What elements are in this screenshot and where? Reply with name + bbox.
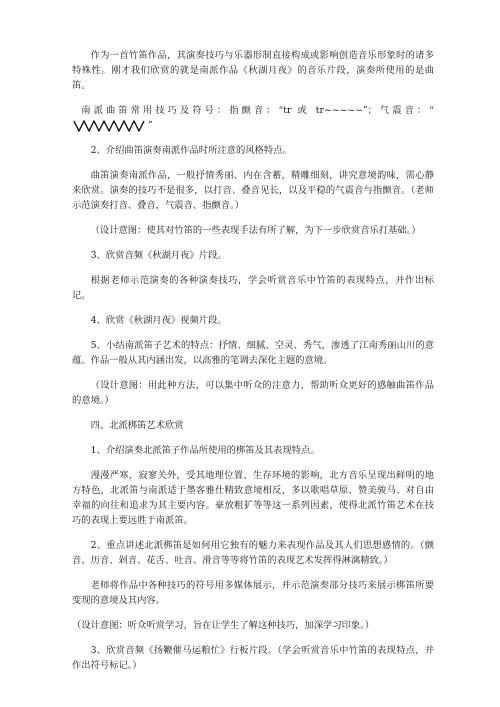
technique-symbols-line <box>72 103 434 133</box>
north-item-1: 1、介绍演奏北派笛子作品所使用的梆笛及其表现特点。 <box>90 445 320 456</box>
south-style-paragraph: 曲笛演奏南派作品，一般抒情秀丽、内在含蓄，精雕细刻，讲究意境韵味，需心静来欣赏。演奏的技巧不是很多，以打音、叠音见长，以及平稳的气震音与指颤音。（老师示范演奏打音、叠音，气震音、指颤音。） <box>72 170 434 211</box>
section-item-2: 2、介绍曲笛演奏南派作品时所注意的风格特点。 <box>90 145 292 156</box>
vibrato-wave-icon <box>72 119 148 133</box>
section-item-4: 4、欣赏《秋湖月夜》视频片段。 <box>90 315 227 326</box>
listening-instruction: 根据老师示范演奏的各种演奏技巧，学会听赏音乐中竹笛的表现特点，并作出标记。 <box>72 275 434 301</box>
design-intent-3: （设计意图：听众听赏学习，旨在让学生了解这种技巧，加深学习印象。） <box>72 620 375 631</box>
section-item-3: 3、欣赏音频《秋湖月夜》片段。 <box>90 250 227 261</box>
design-intent-2: （设计意图：用此种方法，可以集中听众的注意力，帮助听众更好的感触曲笛作品的意境。） <box>72 380 434 406</box>
north-item-2: 2、重点讲述北派梆笛是如何用它独有的魅力来表现作品及其人们思想感情的。（颤音、历音、剁音、花舌、吐音、滑音等等将竹笛的表现艺术发挥得淋漓精致。） <box>72 540 434 566</box>
trill-tilde: ~~~~~ <box>323 105 363 116</box>
intro-paragraph: 作为一首竹笛作品，其演奏技巧与乐器形制直接构成或影响创造音乐形象时的诸多特殊性。刚才我们欣赏的就是南派作品《秋湖月夜》的音乐片段，演奏所使用的是曲笛。 <box>72 50 434 91</box>
north-style-paragraph: 漫漫严寒，寂寥关外，受其地理位置、生存环境的影响，北方音乐呈现出鲜明的地方特色，北派笛与南派适于墨客雅仕精致意境相反，多以歌唱草原、赞美骏马、对自由幸福的向往和追求为其主要内容。豪放粗犷等等这一系列因素，使得北派竹笛艺术在技巧的表现上要远胜于南派笛。 <box>72 470 434 526</box>
symbol-text-mid: ”；气震音：“ <box>362 105 434 116</box>
teacher-demo-paragraph: 老师将作品中各种技巧的符号用多媒体展示，并示范演奏部分技巧来展示梆笛所要变现的意境及其内容。 <box>72 580 434 606</box>
design-intent-1: （设计意图：使其对竹笛的一些表现手法有所了解，为下一步欣赏音乐打基础。） <box>90 225 421 236</box>
section-item-5: 5、小结南派笛子艺术的特点：抒情、细腻、空灵、秀气，渗透了江南秀丽山川的意蕴。作品一般从其内涵出发，以高雅的笔调去深化主题的意境。 <box>72 340 434 366</box>
symbol-text-after: ” <box>148 120 153 131</box>
north-item-3: 3、欣赏音频《扬鞭催马运粮忙》行板片段。（学会听赏音乐中竹笛的表现特点，并作出符号标记。） <box>72 645 434 671</box>
symbol-text-before: 南派曲笛常用技巧及符号：指颤音：“tr 或 tr <box>81 105 324 116</box>
document-page <box>72 48 434 683</box>
section-heading-4: 四、北派梆笛艺术欣赏 <box>90 420 184 431</box>
